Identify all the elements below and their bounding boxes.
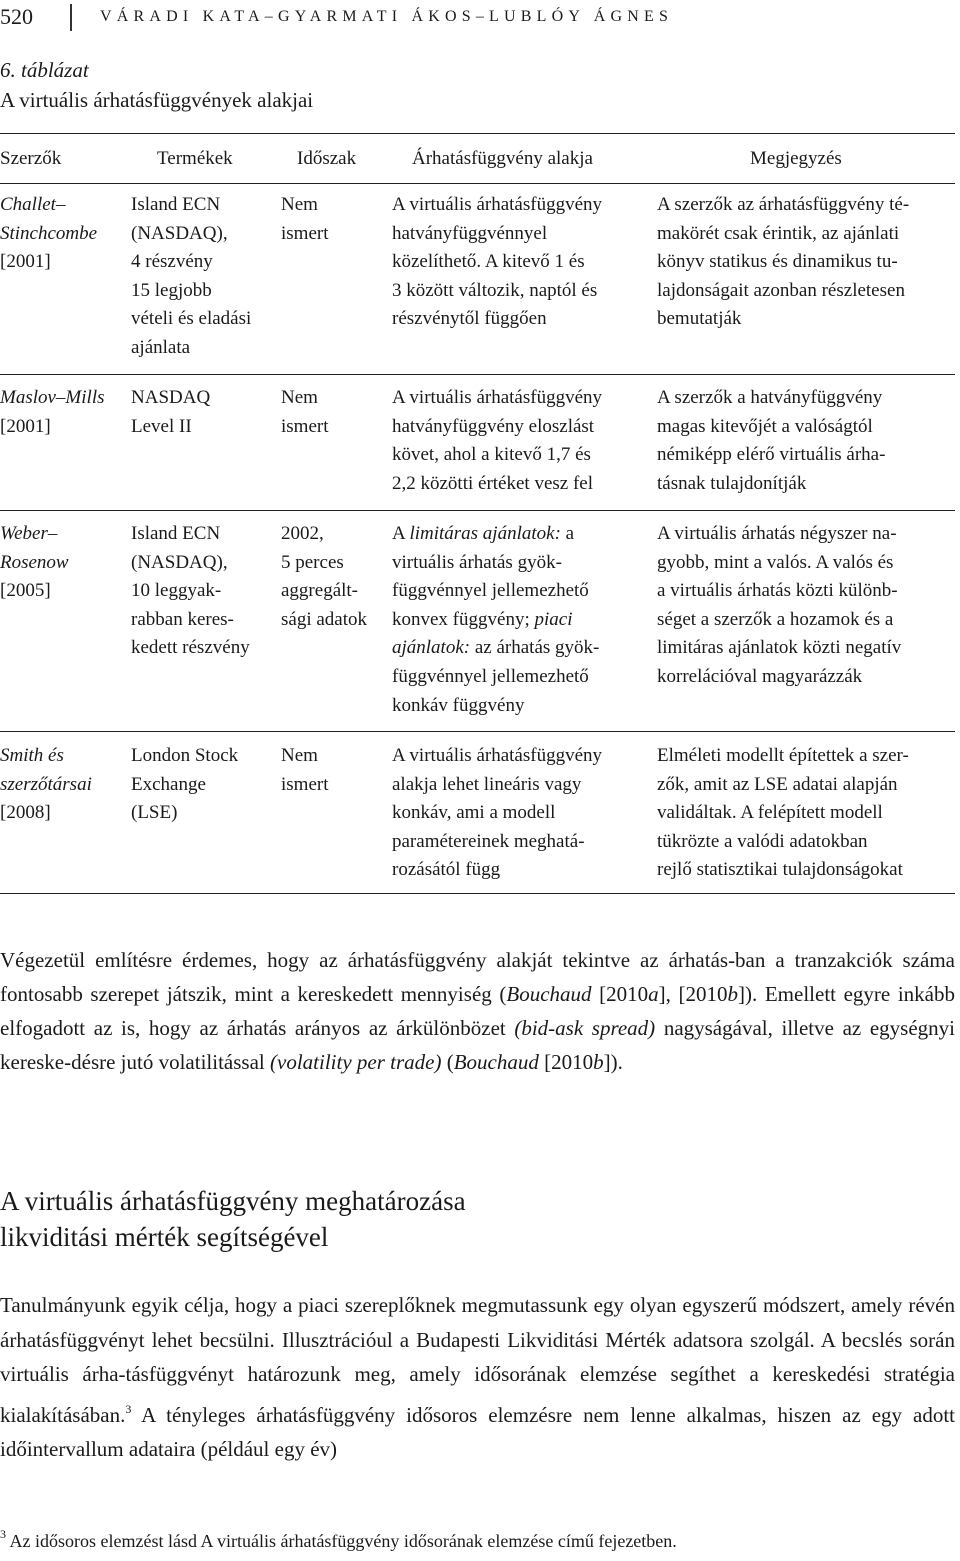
- page-number: 520: [0, 4, 33, 29]
- cell-authors: Challet– Stinchcombe: [0, 194, 98, 244]
- section-heading: A virtuális árhatásfüggvény meghatározása likviditási mérték segítségével: [0, 1186, 466, 1252]
- cell-period: Nem ismert: [281, 194, 329, 244]
- cell-note: A szerzők a hatványfüggvény magas kitevőjét a valóságtól némiképp elérő virtuális árha- tásnak tulajdonítják: [657, 387, 886, 494]
- cell-shape: A virtuális árhatásfüggvény hatványfüggvénnyel közelíthető. A kitevő 1 és 3 között változik, naptól és részvénytől függően: [392, 194, 603, 330]
- footnote-reference[interactable]: 3: [125, 1401, 132, 1416]
- cell-year: [2001]: [0, 251, 51, 272]
- column-header-note: Megjegyzés: [750, 148, 842, 169]
- body-paragraph: Tanulmányunk egyik célja, hogy a piaci szereplőknek megmutassunk egy olyan egyszerű módszert, amely révén árhatásfüggvényt lehet becsülni. Illusztrációul a Budapesti Likviditási Mérték adatsora szolgál. A becslés során virtuális árha-tásfüggvényt határozunk meg, amely idősorának elemzése segíthet a kereskedési stratégia kialakításában.$^3$ A tényleges árhatásfüggvény idősoros elemzésre nem lenne alkalmas, hiszen az egy adott időintervallum adataira (például egy év): [0, 1293, 955, 1462]
- cell-period: Nem ismert: [281, 745, 329, 795]
- table-top-rule: [0, 133, 955, 134]
- footnote: $^3$ Az idősoros elemzést lásd A virtuális árhatásfüggvény idősorának elemzése című fejezetben.: [0, 1527, 677, 1551]
- cell-year: [2005]: [0, 580, 51, 601]
- body-paragraph: Végezetül említésre érdemes, hogy az árhatásfüggvény alakját tekintve az árhatás-ban a tranzakciók száma fontosabb szerepet játszik, mint a kereskedett mennyiség (Bouchaud [2010a], [2010b]). Emellett egyre inkább elfogadott az is, hogy az árhatás arányos az árkülönbözet (bid-ask spread) nagyságával, illetve az egységnyi kereske-désre jutó volatilitással (volatility per trade) (Bouchaud [2010b]).: [0, 948, 956, 1074]
- cell-authors: Weber– Rosenow: [0, 523, 69, 573]
- cell-products: London Stock Exchange (LSE): [131, 745, 239, 824]
- cell-shape: A virtuális árhatásfüggvény hatványfüggvény eloszlást követ, ahol a kitevő 1,7 és 2,2 közötti értéket vesz fel: [392, 387, 603, 494]
- header-divider: [70, 4, 72, 31]
- cell-products: Island ECN (NASDAQ), 4 részvény 15 legjobb vételi és eladási ajánlata: [131, 194, 252, 358]
- cell-authors: Maslov–Mills: [0, 387, 105, 408]
- table-row-rule: [0, 374, 955, 375]
- table-row-rule: [0, 731, 955, 732]
- footnote-mark: 3: [0, 1527, 6, 1541]
- cell-period: 2002, 5 perces aggregált- sági adatok: [281, 523, 368, 630]
- column-header-shape: Árhatásfüggvény alakja: [412, 148, 593, 169]
- running-head: VÁRADI KATA–GYARMATI ÁKOS–LUBLÓY ÁGNES: [100, 8, 674, 25]
- cell-year: [2008]: [0, 802, 51, 823]
- table-caption: A virtuális árhatásfüggvények alakjai: [0, 88, 314, 112]
- table-row-rule: [0, 510, 955, 511]
- cell-authors: Smith és szerzőtársai: [0, 745, 92, 795]
- cell-products: Island ECN (NASDAQ), 10 leggyak- rabban keres- kedett részvény: [131, 523, 250, 659]
- column-header-period: Időszak: [297, 148, 357, 169]
- cell-note: Elméleti modellt építettek a szer- zők, amit az LSE adatai alapján validáltak. A felépített modell tükrözte a valódi adatokban rejlő statisztikai tulajdonságokat: [657, 745, 909, 881]
- table-number: 6. táblázat: [0, 58, 89, 82]
- cell-period: Nem ismert: [281, 387, 329, 437]
- cell-year: [2001]: [0, 416, 51, 437]
- cell-products: NASDAQ Level II: [131, 387, 211, 437]
- cell-note: A virtuális árhatás négyszer na- gyobb, mint a valós. A valós és a virtuális árhatás közti különb- séget a szerzők a hozamok és a limitáras ajánlatok közti negatív korrelációval magyarázzák: [657, 523, 902, 687]
- table-bottom-rule: [0, 893, 955, 894]
- cell-shape: A limitáras ajánlatok: a virtuális árhatás gyök- függvénnyel jellemezhető konvex függvény; piaci ajánlatok: az árhatás gyök- függvénnyel jellemezhető konkáv függvény: [392, 523, 600, 716]
- cell-note: A szerzők az árhatásfüggvény té- makörét csak érintik, az ajánlati könyv statikus és dinamikus tu- lajdonságait azonban részletesen bemutatják: [657, 194, 910, 330]
- column-header-authors: Szerzők: [0, 148, 62, 169]
- column-header-products: Termékek: [157, 148, 233, 169]
- table-header-rule: [0, 183, 955, 184]
- cell-shape: A virtuális árhatásfüggvény alakja lehet lineáris vagy konkáv, ami a modell paramétereinek meghatá- rozásától függ: [392, 745, 603, 881]
